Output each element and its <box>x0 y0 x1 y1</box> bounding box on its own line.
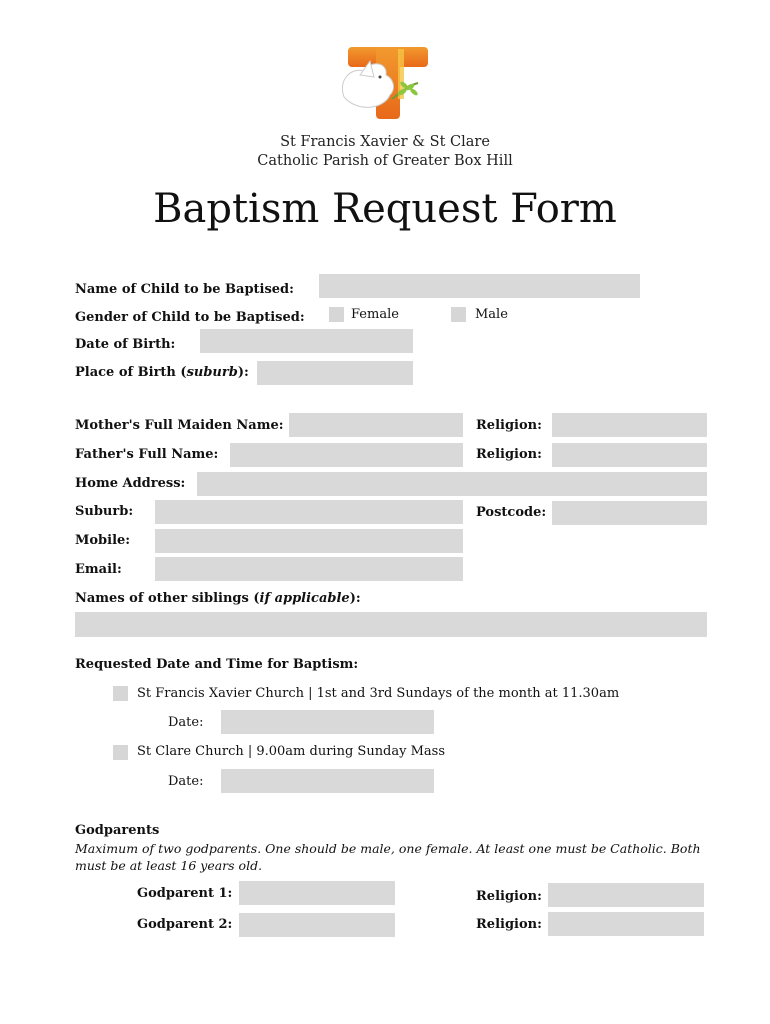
father-religion-field[interactable] <box>552 443 707 467</box>
suburb-label: Suburb: <box>75 504 134 519</box>
godparent-1-religion-label: Religion: <box>476 889 542 904</box>
requested-date-label: Requested Date and Time for Baptism: <box>75 657 359 672</box>
email-label: Email: <box>75 562 122 577</box>
home-address-field[interactable] <box>197 472 707 496</box>
godparent-1-label: Godparent 1: <box>137 886 233 901</box>
mobile-label: Mobile: <box>75 533 131 548</box>
female-label: Female <box>351 307 399 322</box>
godparent-2-religion-label: Religion: <box>476 917 542 932</box>
godparent-2-label: Godparent 2: <box>137 917 233 932</box>
dob-label: Date of Birth: <box>75 337 176 352</box>
home-address-label: Home Address: <box>75 476 186 491</box>
godparent-2-field[interactable] <box>239 913 395 937</box>
male-checkbox[interactable] <box>451 307 466 322</box>
pob-label: Place of Birth (suburb): <box>75 365 249 380</box>
male-label: Male <box>475 307 508 322</box>
sfx-church-checkbox[interactable] <box>113 686 128 701</box>
st-clare-date-label: Date: <box>168 774 204 789</box>
parish-name-line-1: St Francis Xavier & St Clare <box>280 134 490 150</box>
godparent-1-religion-field[interactable] <box>548 883 704 907</box>
godparents-note: Maximum of two godparents. One should be male, one female. At least one must be Catholic. Both must be at least 16 years old. <box>75 841 701 873</box>
mother-name-field[interactable] <box>289 413 463 437</box>
email-field[interactable] <box>155 557 463 581</box>
mother-religion-label: Religion: <box>476 418 542 433</box>
mother-religion-field[interactable] <box>552 413 707 437</box>
gender-label: Gender of Child to be Baptised: <box>75 310 305 325</box>
sfx-church-option-label: St Francis Xavier Church | 1st and 3rd Sundays of the month at 11.30am <box>137 686 620 701</box>
child-name-label: Name of Child to be Baptised: <box>75 282 294 297</box>
parish-name-line-2: Catholic Parish of Greater Box Hill <box>257 153 513 169</box>
form-title: Baptism Request Form <box>153 186 617 232</box>
parish-logo <box>336 45 432 123</box>
siblings-label: Names of other siblings (if applicable): <box>75 591 361 606</box>
father-name-label: Father's Full Name: <box>75 447 219 462</box>
postcode-field[interactable] <box>552 501 707 525</box>
siblings-field[interactable] <box>75 612 707 637</box>
pob-field[interactable] <box>257 361 413 385</box>
st-clare-checkbox[interactable] <box>113 745 128 760</box>
godparent-2-religion-field[interactable] <box>548 912 704 936</box>
dob-field[interactable] <box>200 329 413 353</box>
father-name-field[interactable] <box>230 443 463 467</box>
female-checkbox[interactable] <box>329 307 344 322</box>
child-name-field[interactable] <box>319 274 640 298</box>
mobile-field[interactable] <box>155 529 463 553</box>
mother-name-label: Mother's Full Maiden Name: <box>75 418 284 433</box>
sfx-date-field[interactable] <box>221 710 434 734</box>
father-religion-label: Religion: <box>476 447 542 462</box>
postcode-label: Postcode: <box>476 505 547 520</box>
st-clare-option-label: St Clare Church | 9.00am during Sunday Mass <box>137 744 446 759</box>
suburb-field[interactable] <box>155 500 463 524</box>
st-clare-date-field[interactable] <box>221 769 434 793</box>
sfx-date-label: Date: <box>168 715 204 730</box>
godparent-1-field[interactable] <box>239 881 395 905</box>
godparents-heading: Godparents <box>75 823 160 838</box>
